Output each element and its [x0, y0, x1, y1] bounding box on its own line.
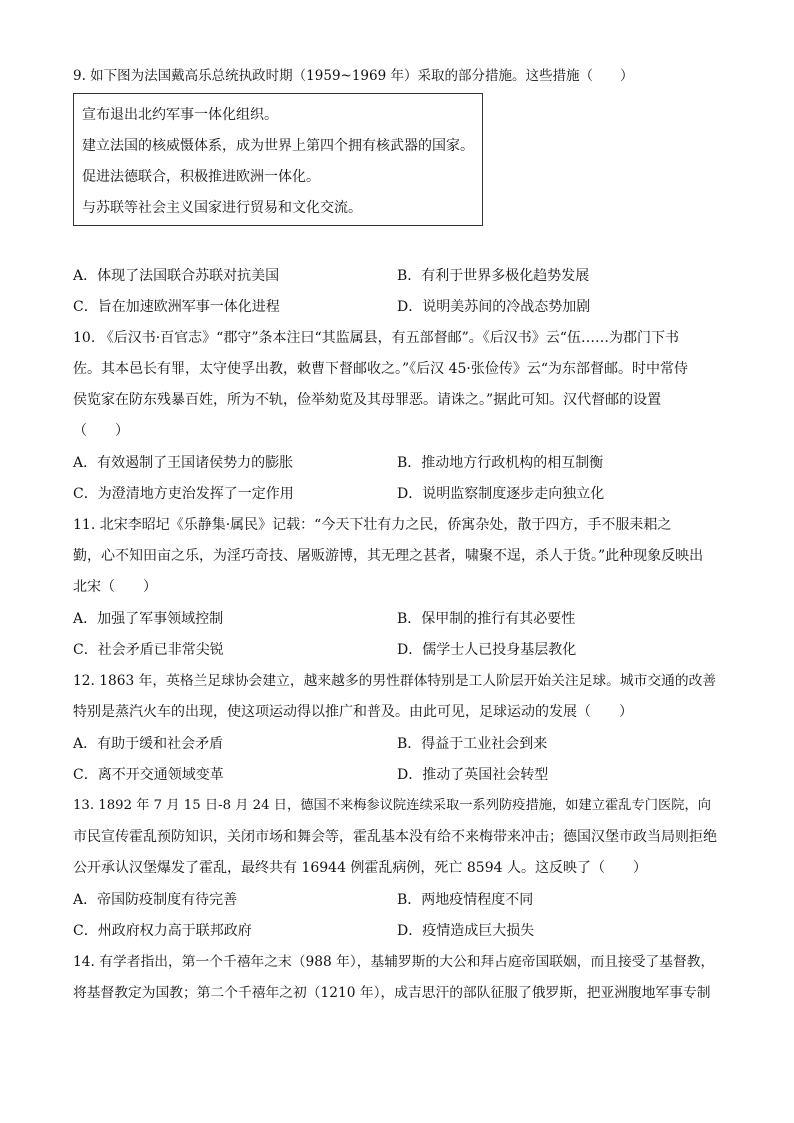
q12-option-a: A．有助于缓和社会矛盾: [73, 736, 224, 752]
question-12-line: 特别是蒸汽火车的出现，使这项运动得以推广和普及。由此可见，足球运动的发展（ ）: [73, 704, 633, 720]
question-10-line: （ ）: [73, 423, 129, 439]
q11-option-b: B．保甲制的推行有其必要性: [397, 611, 576, 627]
q13-option-a: A．帝国防疫制度有待完善: [73, 892, 238, 908]
question-14-line: 将基督教定为国教；第二个千禧年之初（1210 年），成吉思汗的部队征服了俄罗斯，把亚洲腹地军事专制: [73, 985, 711, 1001]
measure-item: 与苏联等社会主义国家进行贸易和文化交流。: [82, 200, 362, 216]
measure-item: 建立法国的核威慑体系，成为世界上第四个拥有核武器的国家。: [82, 138, 474, 154]
q12-option-d: D．推动了英国社会转型: [397, 767, 549, 783]
question-10-line: 10. 《后汉书·百官志》“郡守”条本注曰“其监属县，有五部督邮”。《后汉书》云“伍……为郡门下书: [73, 330, 679, 346]
measure-item: 宣布退出北约军事一体化组织。: [82, 107, 278, 123]
measure-item: 促进法德联合，积极推进欧洲一体化。: [82, 169, 320, 185]
q13-option-d: D．疫情造成巨大损失: [397, 923, 535, 939]
question-12-line: 12. 1863 年，英格兰足球协会建立，越来越多的男性群体特别是工人阶层开始关注足球。城市交通的改善: [73, 673, 717, 689]
q13-option-c: C．州政府权力高于联邦政府: [73, 923, 252, 939]
q10-option-c: C．为澄清地方吏治发挥了一定作用: [73, 486, 294, 502]
q11-option-c: C．社会矛盾已非常尖锐: [73, 642, 224, 658]
question-11-line: 勤，心不知田亩之乐，为淫巧奇技、屠贩游博，其无理之甚者，啸聚不逞，杀人于货。”此种现象反映出: [73, 548, 704, 564]
q13-option-b: B．两地疫情程度不同: [397, 892, 534, 908]
q12-option-b: B．得益于工业社会到来: [397, 736, 548, 752]
q11-option-a: A．加强了军事领域控制: [73, 611, 224, 627]
question-10-line: 佐。其本邑长有罪，太守使孚出教，敕曹下督邮收之。”《后汉 45·张俭传》云“为东部督邮。时中常侍: [73, 361, 689, 377]
q9-option-a: A．体现了法国联合苏联对抗美国: [73, 268, 280, 284]
question-11-line: 11. 北宋李昭圮《乐静集·属民》记载：“今天下壮有力之民，侨寓杂处，散于四方，手不服耒耜之: [73, 517, 672, 533]
q10-option-b: B．推动地方行政机构的相互制衡: [397, 455, 604, 471]
question-13-line: 公开承认汉堡爆发了霍乱，最终共有 16944 例霍乱病例，死亡 8594 人。这反映了（ ）: [73, 860, 647, 876]
question-14-line: 14. 有学者指出，第一个千禧年之末（988 年），基辅罗斯的大公和拜占庭帝国联姻，而且接受了基督教，: [73, 954, 715, 970]
q9-option-d: D．说明美苏间的冷战态势加剧: [397, 299, 591, 315]
question-10-line: 侯览家在防东残暴百姓，所为不轨，俭举劾览及其母罪恶。请诛之。”据此可知。汉代督邮的设置: [73, 392, 662, 408]
q9-option-b: B．有利于世界多极化趋势发展: [397, 268, 590, 284]
q10-option-d: D．说明监察制度逐步走向独立化: [397, 486, 605, 502]
q12-option-c: C．离不开交通领域变革: [73, 767, 224, 783]
question-13-line: 市民宣传霍乱预防知识，关闭市场和舞会等，霍乱基本没有给不来梅带来冲击；德国汉堡市政当局则拒绝: [73, 829, 717, 845]
q10-option-a: A．有效遏制了王国诸侯势力的膨胀: [73, 455, 294, 471]
question-9-stem: 9. 如下图为法国戴高乐总统执政时期（1959~1969 年）采取的部分措施。这些措施（ ）: [73, 68, 634, 84]
question-11-line: 北宋（ ）: [73, 579, 157, 595]
q11-option-d: D．儒学士人已投身基层教化: [397, 642, 577, 658]
measures-box: [73, 93, 483, 226]
q9-option-c: C．旨在加速欧洲军事一体化进程: [73, 299, 280, 315]
question-13-line: 13. 1892 年 7 月 15 日-8 月 24 日，德国不来梅参议院连续采取一系列防疫措施，如建立霍乱专门医院，向: [73, 798, 712, 813]
